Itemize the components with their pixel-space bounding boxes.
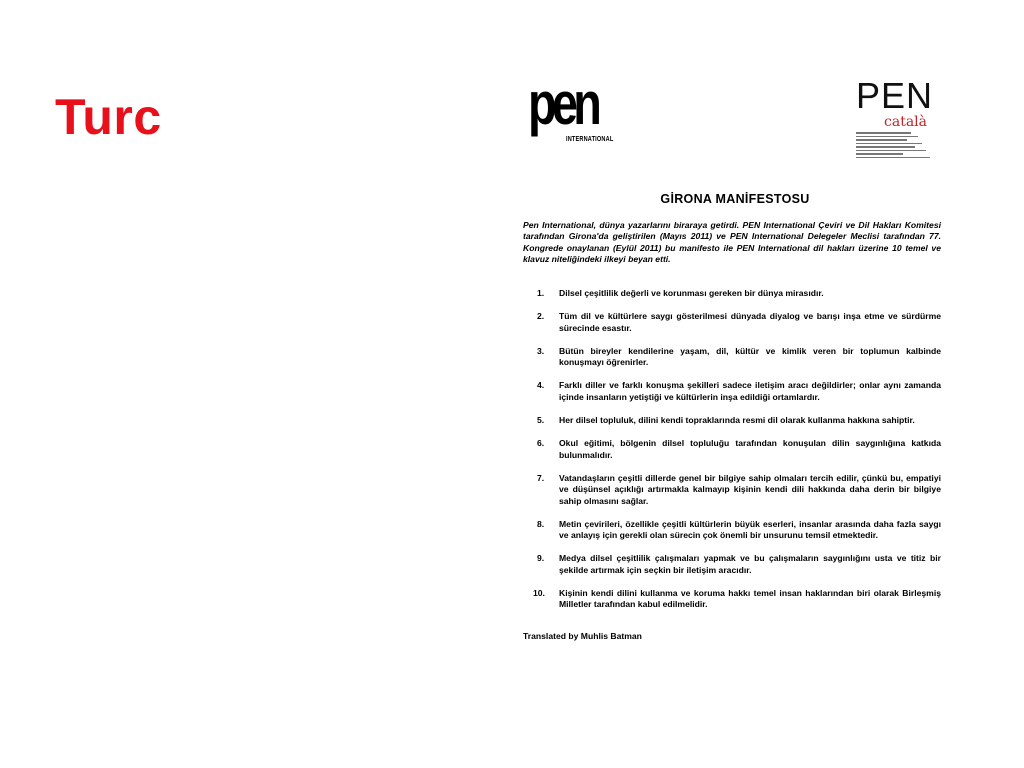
slide-title: Turc <box>55 89 162 145</box>
list-item-text: Bütün bireyler kendilerine yaşam, dil, kültür ve kimlik veren bir toplumun kalbinde konuşmayı öğrenirler. <box>559 345 941 368</box>
list-item-number: 9. <box>537 553 545 564</box>
list-item-text: Kişinin kendi dilini kullanma ve koruma hakkı temel insan haklarından biri olarak Birleşmiş Milletler tarafından kabul edilmelidir. <box>559 588 941 610</box>
pen-catala-logo-catala: català <box>884 114 927 130</box>
list-item <box>523 288 941 299</box>
list-item-number: 6. <box>537 438 545 449</box>
list-item <box>523 346 941 369</box>
list-item-text: Her dilsel topluluk, dilini kendi topraklarında resmi dil olarak kullanma hakkına sahiptir. <box>559 415 915 426</box>
pen-international-logo <box>528 70 618 150</box>
pen-logo-subtitle: INTERNATIONAL <box>566 136 614 143</box>
list-item <box>523 380 941 403</box>
translator-credit: Translated by Muhlis Batman <box>523 631 642 641</box>
list-item-number: 8. <box>537 518 545 529</box>
list-item-text: Medya dilsel çeşitlilik çalışmaları yapmak ve bu çalışmaların saygınlığını usta ve titiz bir şekilde artırmak için seçkin bir iletişim aracıdır. <box>559 553 941 575</box>
pen-logo-word: pen <box>528 70 598 137</box>
list-item-text: Metin çevirileri, özellikle çeşitli kültürlerin büyük eserleri, insanlar arasında daha fazla saygı ve anlayış için gerekli olan sürecin çok önemli bir unsurunu temsil etmektedir. <box>559 518 941 541</box>
manifesto-document <box>500 70 970 660</box>
list-item-number: 10. <box>533 588 545 599</box>
list-item <box>523 519 941 542</box>
list-item-number: 7. <box>537 472 545 483</box>
list-item-number: 3. <box>537 345 545 356</box>
list-item-text: Farklı diller ve farklı konuşma şekilleri sadece iletişim aracı değildirler; onlar aynı zamanda içinde insanların yetiştiği ve kültürlerin inşa edildiği ortamlardır. <box>559 380 941 402</box>
list-item <box>523 311 941 334</box>
list-item <box>523 588 941 611</box>
list-item <box>523 553 941 576</box>
list-item-number: 2. <box>537 311 545 322</box>
list-item-text: Vatandaşların çeşitli dillerde genel bir bilgiye sahip olmaları tercih edilir, çünkü bu, empatiyi ve düşünsel açıklığı artırmakla kalmayıp kişinin kendi dili hakkında daha derin bir bilgiye sahip olmasını sağlar. <box>559 472 941 506</box>
pen-catala-logo <box>856 75 956 156</box>
list-item-number: 5. <box>537 415 545 426</box>
list-item <box>523 415 941 426</box>
list-item <box>523 473 941 507</box>
document-title: GİRONA MANİFESTOSU <box>660 192 810 206</box>
pen-catala-logo-pen: PEN <box>856 75 934 116</box>
list-item-number: 4. <box>537 380 545 391</box>
list-item-text: Okul eğitimi, bölgenin dilsel topluluğu tarafından konuşulan dilin saygınlığına katkıda bulunmalıdır. <box>559 438 941 460</box>
principles-list <box>523 288 941 611</box>
list-item <box>523 438 941 461</box>
pen-catala-fine-print <box>856 132 934 160</box>
list-item-number: 1. <box>537 288 545 298</box>
list-item-text: Dilsel çeşitlilik değerli ve korunması gereken bir dünya mirasıdır. <box>559 288 824 298</box>
document-intro: Pen International, dünya yazarlarını biraraya getirdi. PEN International Çeviri ve Dil Hakları Komitesi tarafından Girona'da geliştirilen (Mayıs 2011) ve PEN International Delegeler Meclisi tarafından 77. Kongrede onaylanan (Eylül 2011) bu manifesto ile PEN International dil hakları üzerine 10 temel ve klavuz niteliğindeki ilkeyi beyan etti. <box>523 220 941 265</box>
list-item-text: Tüm dil ve kültürlere saygı gösterilmesi dünyada diyalog ve barışı inşa etme ve sürdürme sürecinde esastır. <box>559 311 941 333</box>
